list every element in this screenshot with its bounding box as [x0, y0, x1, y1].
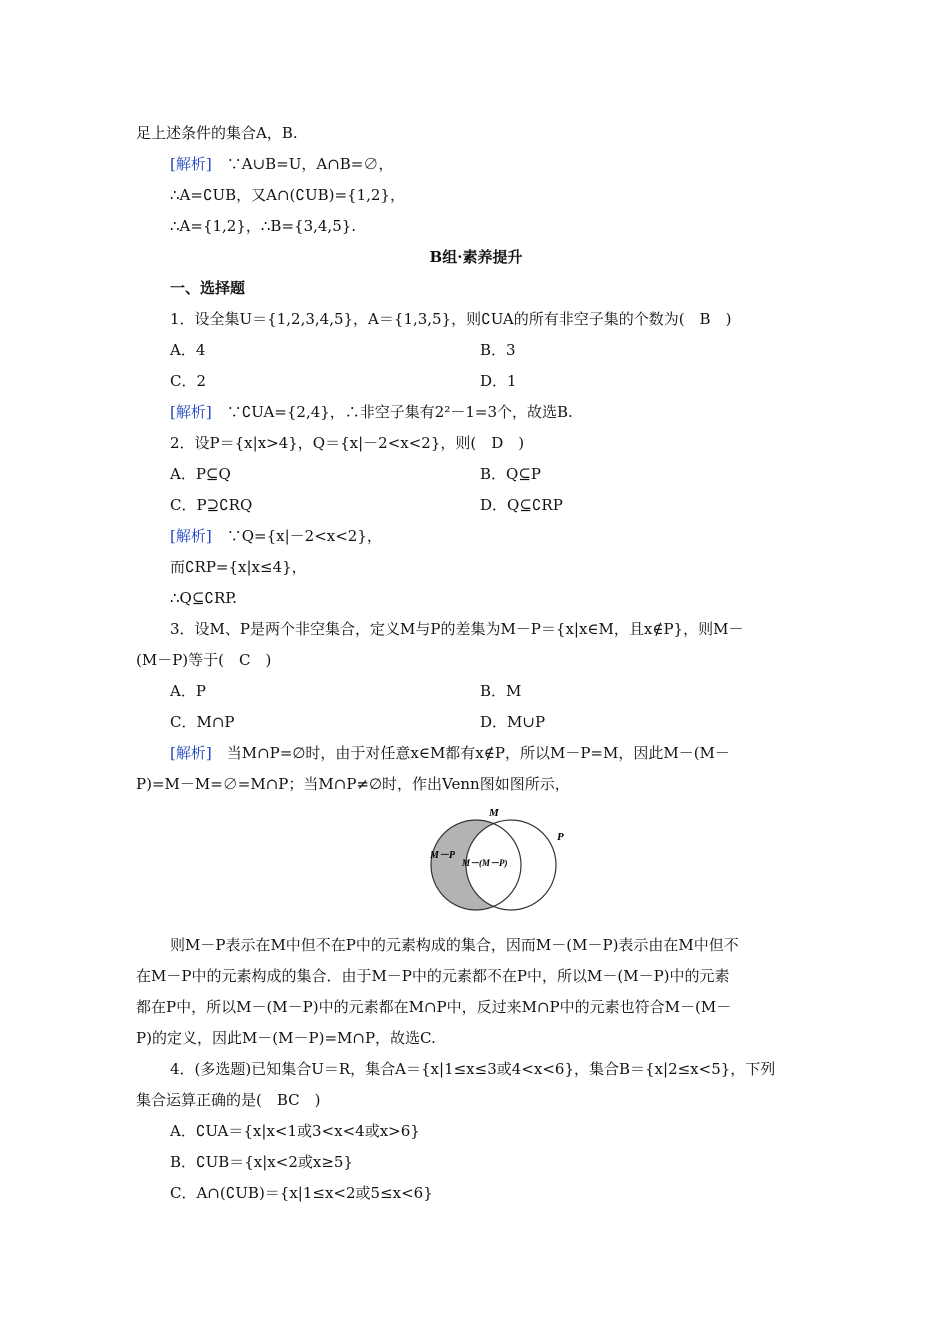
solution-line: 而∁RP={x|x≤4}， — [170, 558, 307, 576]
option-b: B．∁UB＝{x|x<2或x≥5} — [170, 1153, 353, 1171]
label-inner: M－(M－P) — [462, 858, 508, 868]
solution-line — [136, 397, 816, 428]
solution-text: ∵A∪B=U，A∩B=∅， — [226, 155, 394, 173]
solution-line — [136, 738, 816, 769]
question-4: 4．(多选题)已知集合U＝R，集合A＝{x|1≤x≤3或4<x<6}，集合B＝{x|2≤x<5}，下列 — [170, 1060, 776, 1078]
option-a: A．∁UA＝{x|x<1或3<x<4或x>6} — [170, 1122, 420, 1140]
section-title: B组·素养提升 — [429, 248, 523, 266]
question-3-cont: (M－P)等于( C ) — [136, 651, 272, 669]
option-d: D．M∪P — [480, 713, 546, 731]
explanation-line: 则M－P表示在M中但不在P中的元素构成的集合，因而M－(M－P)表示由在M中但不 — [170, 936, 739, 954]
option-c: C．P⊇∁RQ — [170, 496, 253, 514]
solution-line: ∴A={1,2}，∴B={3,4,5}. — [170, 217, 357, 235]
option-a: A．P — [170, 682, 206, 700]
option-b: B．Q⊆P — [480, 465, 541, 483]
option-b: B．3 — [480, 341, 516, 359]
explanation-line: 在M－P中的元素构成的集合．由于M－P中的元素都不在P中，所以M－(M－P)中的元素 — [136, 967, 730, 985]
option-d: D．1 — [480, 372, 517, 390]
analysis-tag: [解析] — [170, 155, 212, 173]
venn-diagram — [136, 806, 816, 924]
question-1: 1．设全集U＝{1,2,3,4,5}，A＝{1,3,5}，则∁UA的所有非空子集的个数为( B ) — [170, 310, 732, 328]
solution-text: ∵∁UA={2,4}，∴非空子集有2²－1=3个，故选B. — [226, 403, 573, 421]
question-4-cont: 集合运算正确的是( BC ) — [136, 1091, 321, 1109]
options-row — [136, 459, 816, 490]
label-m: M — [489, 807, 499, 819]
question-3: 3．设M、P是两个非空集合，定义M与P的差集为M－P＝{x|x∈M，且x∉P}，则M－ — [170, 620, 744, 638]
analysis-tag: [解析] — [170, 403, 212, 421]
options-row — [136, 707, 816, 738]
explanation-line: 都在P中，所以M－(M－P)中的元素都在M∩P中，反过来M∩P中的元素也符合M－(M－ — [136, 998, 732, 1016]
options-row — [136, 490, 816, 521]
option-d: D．Q⊆∁RP — [480, 496, 563, 514]
options-row — [136, 366, 816, 397]
solution-text: 当M∩P=∅时，由于对任意x∈M都有x∉P，所以M－P=M，因此M－(M－ — [226, 744, 730, 762]
options-row — [136, 676, 816, 707]
venn-svg — [426, 806, 566, 924]
analysis-tag: [解析] — [170, 744, 212, 762]
option-a: A．P⊆Q — [170, 465, 231, 483]
subsection-title: 一、选择题 — [170, 279, 246, 297]
option-c: C．2 — [170, 372, 207, 390]
text-line: 足上述条件的集合A，B. — [136, 124, 298, 142]
option-c: C．M∩P — [170, 713, 235, 731]
solution-text: ∵Q={x|－2<x<2}， — [226, 527, 382, 545]
option-a: A．4 — [170, 341, 206, 359]
solution-line: ∴A=∁UB，又A∩(∁UB)={1,2}， — [170, 186, 405, 204]
option-c: C．A∩(∁UB)＝{x|1≤x<2或5≤x<6} — [170, 1184, 433, 1202]
solution-line — [136, 149, 816, 180]
label-diff: M－P — [430, 850, 455, 861]
solution-line: P)=M－M=∅=M∩P；当M∩P≠∅时，作出Venn图如图所示， — [136, 775, 570, 793]
question-2: 2．设P＝{x|x>4}，Q＝{x|－2<x<2}，则( D ) — [170, 434, 525, 452]
solution-line: ∴Q⊆∁RP. — [170, 589, 238, 607]
analysis-tag: [解析] — [170, 527, 212, 545]
option-b: B．M — [480, 682, 522, 700]
document-page — [136, 118, 816, 1209]
label-p: P — [557, 831, 564, 843]
solution-line — [136, 521, 816, 552]
options-row — [136, 335, 816, 366]
explanation-line: P)的定义，因此M－(M－P)=M∩P，故选C. — [136, 1029, 436, 1047]
